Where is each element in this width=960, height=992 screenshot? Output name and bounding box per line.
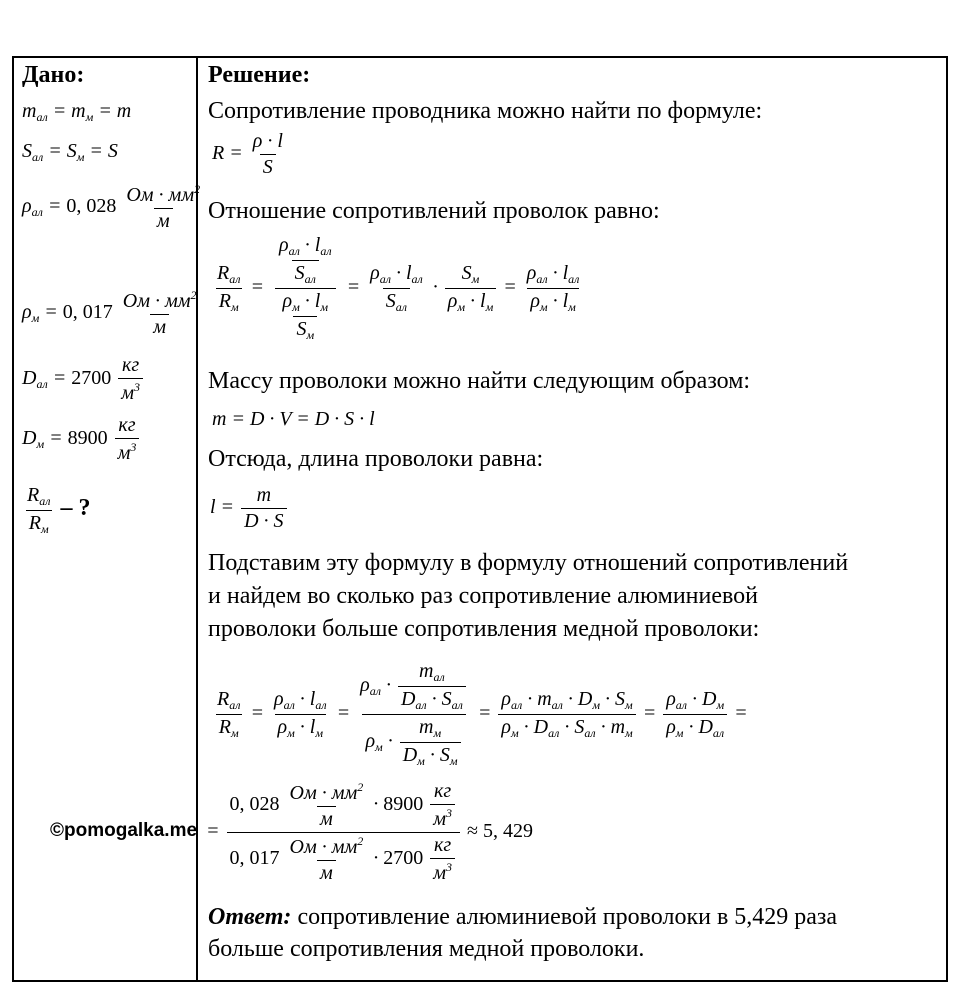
given-density-m: $D_м = 8900$ $\frac{кг}{м^3}$	[22, 414, 141, 465]
answer-label: Ответ:	[208, 904, 292, 930]
given-mass-equality: $m_{ал} = m_м = m$	[22, 100, 132, 124]
formula-resistance: R = $\frac{\rho \cdot l}{S}$	[212, 130, 283, 178]
answer-text-1: сопротивление алюминиевой проволоки в 5,429 раза	[291, 904, 838, 930]
solution-paragraph-4: Отсюда, длина проволоки равна:	[208, 446, 544, 472]
solution-paragraph-5-line-1: Подставим эту формулу в формулу отношений сопротивлений	[208, 550, 849, 576]
formula-mass: m = D · V = D · S · l	[212, 408, 375, 430]
solution-paragraph-5-line-2: и найдем во сколько раз сопротивление алюминиевой	[208, 583, 759, 609]
solution-paragraph-1: Сопротивление проводника можно найти по формуле:	[208, 98, 763, 124]
solution-paragraph-2: Отношение сопротивлений проволок равно:	[208, 198, 660, 224]
given-rho-al: $\rho_{ал} = 0$, 028 $\frac{Ом \cdot мм^2}{м}$	[22, 182, 201, 232]
solution-paragraph-5-line-3: проволоки больше сопротивления медной проволоки:	[208, 616, 760, 642]
watermark: ©pomogalka.me	[50, 820, 198, 841]
solution-header: Решение:	[208, 62, 311, 88]
formula-numeric-result: = 0, 028 $\frac{Ом \cdot мм^2}{м}$ · 8900 $\frac{кг}{м^3}$ 0, 017 $\frac{Ом \cdot мм^2}{м}$ · 2700 $\frac{кг}{м^3}$ ≈ 5, 429	[206, 780, 533, 884]
answer-line-2: больше сопротивления медной проволоки.	[208, 936, 645, 962]
given-density-al: $D_{ал} = 2700$ $\frac{кг}{м^3}$	[22, 354, 145, 405]
formula-length: l = $\frac{m}{D \cdot S}$	[210, 484, 289, 533]
formula-final-ratio: $\frac{R_{ал}}{R_м}$ = $\frac{\rho_{ал} \cdot l_{ал}}{\rho_м \cdot l_м}$ = $\rho_{ал}$ · $\frac{m_{ал}}{D_{ал} \cdot S_{ал}}$ $\rho_м$ · $\frac{m_м}{D_м \cdot S_м}$ = $\frac{\rho_{ал} \cdot m_{ал} \cdot D_м \cdot S_м}{\rho_м \cdot D_{ал} \cdot S_{ал} \cdot m_м}$ = $\frac{\rho_{ал} \cdot D_м}{\rho_м \cdot D_{ал}}$ =	[217, 660, 748, 768]
given-header: Дано:	[22, 62, 85, 88]
given-area-equality: $S_{ал} = S_м = S$	[22, 140, 118, 164]
given-rho-m: $\rho_м = 0$, 017 $\frac{Ом \cdot мм^2}{м}$	[22, 288, 197, 338]
solution-paragraph-3: Массу проволоки можно найти следующим образом:	[208, 368, 751, 394]
formula-resistance-ratio: $\frac{R_{ал}}{R_м}$ = $\frac{\frac{\rho_{ал} \cdot l_{ал}}{S_{ал}}}{\frac{\rho_м \cdot l_м}{S_м}}$ = $\frac{\rho_{ал} \cdot l_{ал}}{S_{ал}}$ · $\frac{S_м}{\rho_м \cdot l_м}$ = $\frac{\rho_{ал} \cdot l_{ал}}{\rho_м \cdot l_м}$	[217, 234, 580, 342]
given-question: $\frac{R_{ал}}{R_м}$ – ?	[27, 484, 91, 536]
